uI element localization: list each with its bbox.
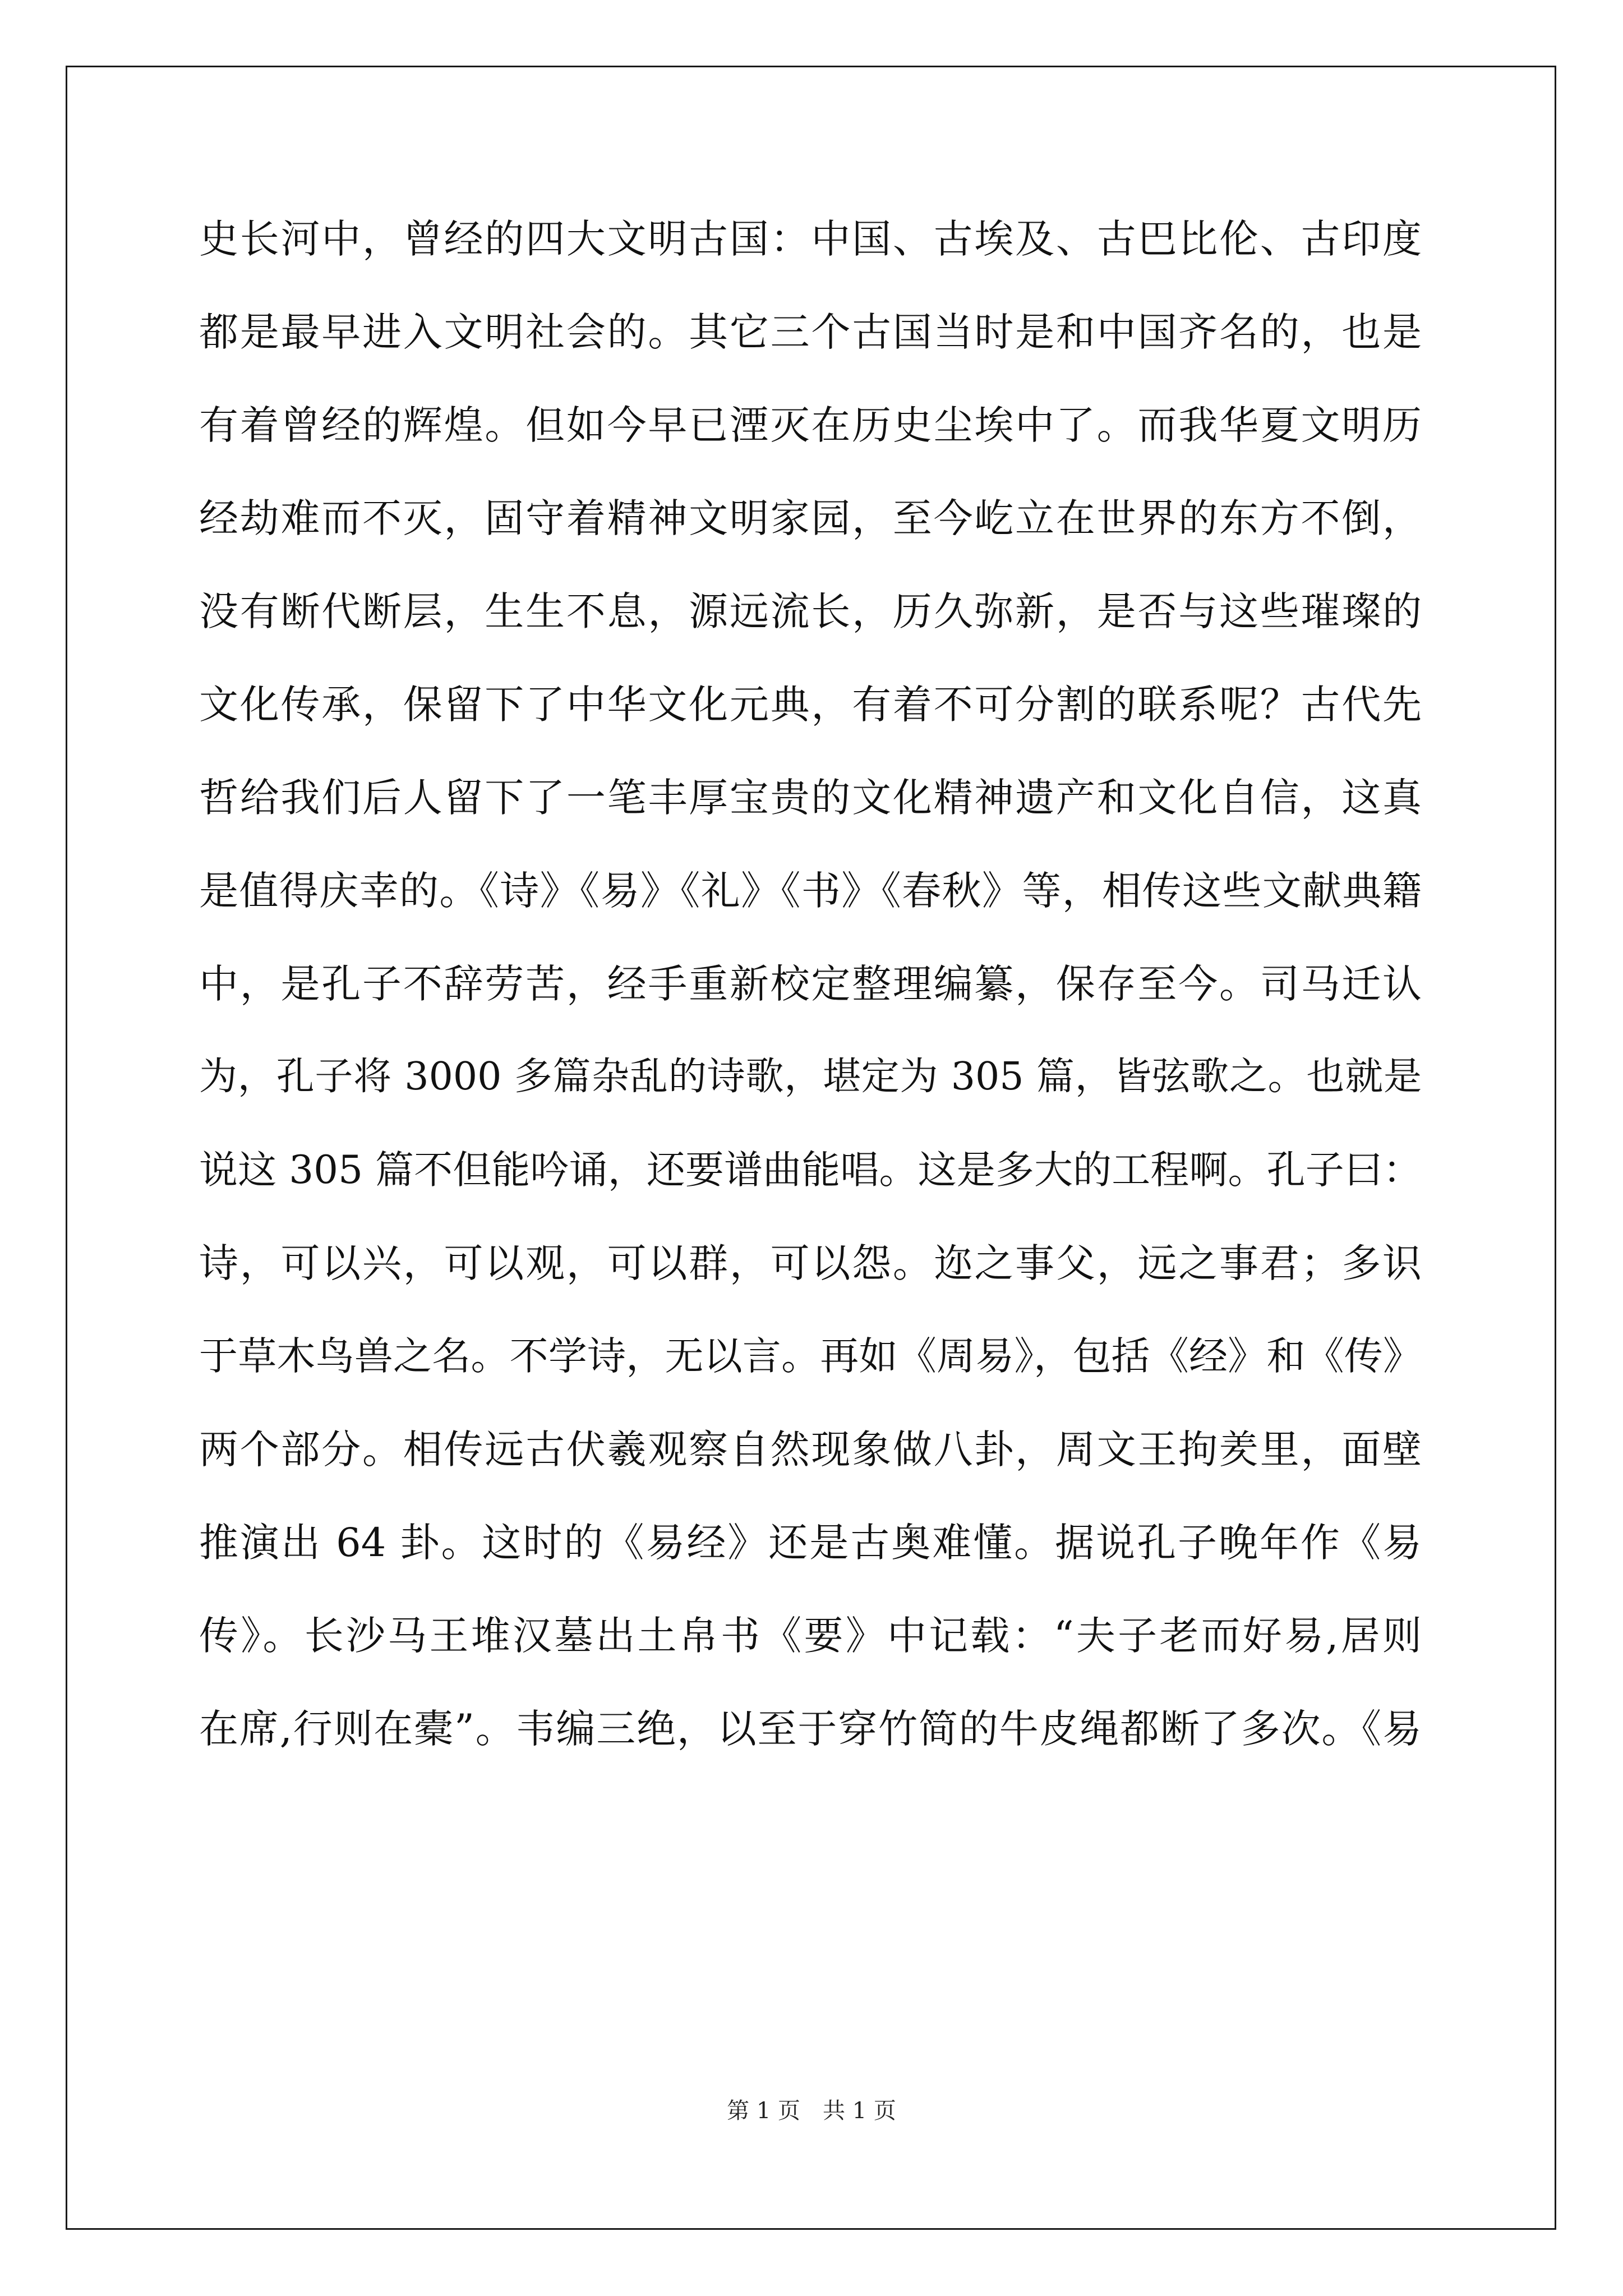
total-pages: 共 1 页: [823, 2098, 896, 2124]
text-line: 说这 305 篇不但能吟诵，还要谱曲能唱。这是多大的工程啊。孔子曰：: [199, 1148, 1422, 1193]
text-line: 有着曾经的辉煌。但如今早已湮灭在历史尘埃中了。而我华夏文明历: [199, 402, 1422, 448]
text-line: 推演出 64 卦。这时的《易经》还是古奥难懂。据说孔子晚年作《易: [199, 1520, 1422, 1566]
document-body: [199, 212, 1422, 1795]
text-line: 在席,行则在橐”。韦编三绝，以至于穿竹简的牛皮绳都断了多次。《易: [199, 1706, 1422, 1752]
text-line: 没有断代断层，生生不息，源远流长，历久弥新，是否与这些璀璨的: [199, 588, 1422, 634]
text-line: 传》。长沙马王堆汉墓出土帛书《要》中记载：“夫子老而好易,居则: [199, 1613, 1422, 1659]
text-line: 史长河中，曾经的四大文明古国：中国、古埃及、古巴比伦、古印度: [199, 216, 1422, 262]
text-line: 哲给我们后人留下了一笔丰厚宝贵的文化精神遗产和文化自信，这真: [199, 775, 1422, 821]
text-line: 两个部分。相传远古伏羲观察自然现象做八卦，周文王拘羑里，面壁: [199, 1427, 1422, 1473]
page-number: 第 1 页: [727, 2098, 800, 2124]
page-footer: [0, 2097, 1623, 2125]
text-line: 是值得庆幸的。《诗》《易》《礼》《书》《春秋》等，相传这些文献典籍: [199, 868, 1422, 914]
text-line: 都是最早进入文明社会的。其它三个古国当时是和中国齐名的，也是: [199, 309, 1422, 355]
text-line: 文化传承，保留下了中华文化元典，有着不可分割的联系呢？古代先: [199, 682, 1422, 728]
text-line: 诗，可以兴，可以观，可以群，可以怨。迩之事父，远之事君；多识: [199, 1240, 1422, 1286]
text-line: 经劫难而不灭，固守着精神文明家园，至今屹立在世界的东方不倒，: [199, 495, 1422, 541]
text-line: 于草木鸟兽之名。不学诗，无以言。再如《周易》，包括《经》和《传》: [199, 1334, 1422, 1379]
text-line: 中，是孔子不辞劳苦，经手重新校定整理编纂，保存至今。司马迁认: [199, 961, 1422, 1007]
text-line: 为，孔子将 3000 多篇杂乱的诗歌，堪定为 305 篇，皆弦歌之。也就是: [199, 1055, 1422, 1099]
